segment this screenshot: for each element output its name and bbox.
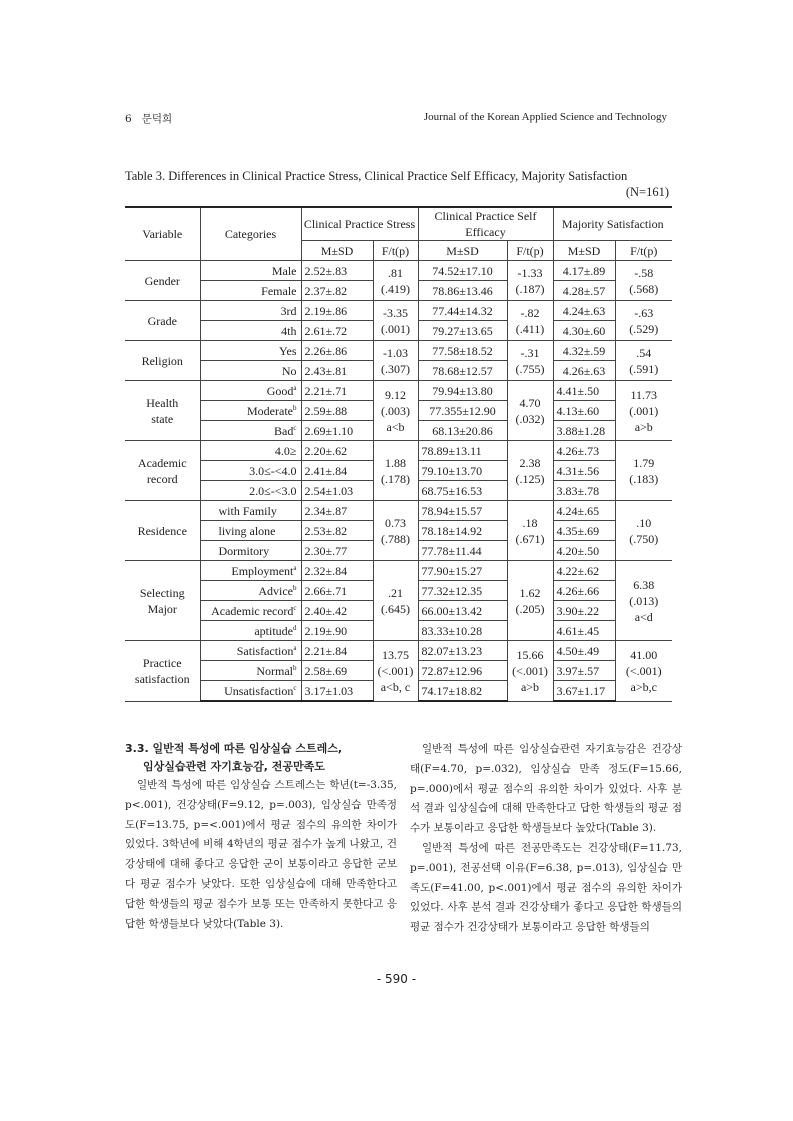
efficacy-msd: 78.89±13.11 <box>418 441 507 461</box>
variable-cell: Religion <box>125 341 200 381</box>
variable-cell: Gender <box>125 261 200 301</box>
category-cell: Good$^a$ <box>200 381 301 401</box>
category-cell: Yes <box>200 341 301 361</box>
majority-msd: 4.50±.49 <box>553 641 615 661</box>
table-row <box>125 441 672 461</box>
stress-msd: 2.52±.83 <box>301 261 373 281</box>
variable-cell: Academic record <box>125 441 200 501</box>
majority-msd: 4.28±.57 <box>553 281 615 301</box>
subheader-ft: F/t(p) <box>615 241 672 261</box>
majority-msd: 3.88±1.28 <box>553 421 615 441</box>
header-variable: Variable <box>125 207 200 261</box>
stress-stat: 1.88 (.178) <box>373 441 418 501</box>
stress-msd: 2.19±.90 <box>301 621 373 641</box>
stress-msd: 2.19±.86 <box>301 301 373 321</box>
subheader-ft: F/t(p) <box>507 241 553 261</box>
majority-msd: 4.13±.60 <box>553 401 615 421</box>
efficacy-stat: 2.38 (.125) <box>507 441 553 501</box>
body-paragraph: 일반적 특성에 따른 임상실습관련 자기효능감은 건강상태(F=4.70, p=.032), 임상실습 만족 정도(F=15.66, p=.000)에서 평균 점수의 유의한 차이가 있었다. 사후 분석 결과 임상실습에 대해 만족한다고 답한 학생들의 평균 점수가 보통이라고 응답한 학생들보다 높았다(Table 3). <box>410 743 682 835</box>
stress-stat: -3.35 (.001) <box>373 301 418 341</box>
header-majority: Majority Satisfaction <box>553 207 672 241</box>
efficacy-stat: -.31 (.755) <box>507 341 553 381</box>
stress-msd: 3.17±1.03 <box>301 681 373 702</box>
majority-msd: 4.30±.60 <box>553 321 615 341</box>
stress-msd: 2.66±.71 <box>301 581 373 601</box>
category-cell: No <box>200 361 301 381</box>
majority-msd: 3.83±.78 <box>553 481 615 501</box>
category-cell: living alone <box>200 521 301 541</box>
category-cell: Normal$^b$ <box>200 661 301 681</box>
efficacy-stat: .18 (.671) <box>507 501 553 561</box>
majority-msd: 4.26±.73 <box>553 441 615 461</box>
efficacy-msd: 78.86±13.46 <box>418 281 507 301</box>
stress-msd: 2.54±1.03 <box>301 481 373 501</box>
efficacy-msd: 77.32±12.35 <box>418 581 507 601</box>
variable-cell: Grade <box>125 301 200 341</box>
body-paragraph: 일반적 특성에 따른 전공만족도는 건강상태(F=11.73, p=.001), 전공선택 이유(F=6.38, p=.013), 임상실습 만족도(F=41.00, p<.001)에서 평균 점수의 유의한 차이가 있었다. 사후 분석 결과 건강상태가 좋다고 응답한 학생들의 평균 점수가 건강상태가 보통이라고 응답한 학생들의 <box>410 841 682 934</box>
majority-stat: .54 (.591) <box>615 341 672 381</box>
stress-msd: 2.32±.84 <box>301 561 373 581</box>
category-cell: 4th <box>200 321 301 341</box>
stress-msd: 2.41±.84 <box>301 461 373 481</box>
section-heading: 3.3. 일반적 특성에 따른 임상실습 스트레스, 임상실습관련 자기효능감, 전공만족도 <box>125 742 343 773</box>
variable-cell: Residence <box>125 501 200 561</box>
stress-msd: 2.53±.82 <box>301 521 373 541</box>
efficacy-stat: 1.62 (.205) <box>507 561 553 641</box>
efficacy-msd: 77.355±12.90 <box>418 401 507 421</box>
table-row <box>125 381 672 401</box>
efficacy-msd: 78.68±12.57 <box>418 361 507 381</box>
stress-msd: 2.30±.77 <box>301 541 373 561</box>
majority-stat: 6.38 (.013) a<d <box>615 561 672 641</box>
journal-title: Journal of the Korean Applied Science and Technology <box>423 111 667 123</box>
category-cell: Academic record$^c$ <box>200 601 301 621</box>
efficacy-msd: 77.44±14.32 <box>418 301 507 321</box>
stress-msd: 2.69±1.10 <box>301 421 373 441</box>
category-cell: Unsatisfaction$^c$ <box>200 681 301 702</box>
table-row <box>125 501 672 521</box>
efficacy-msd: 74.52±17.10 <box>418 261 507 281</box>
category-cell: Employment$^a$ <box>200 561 301 581</box>
majority-msd: 4.26±.66 <box>553 581 615 601</box>
stress-msd: 2.40±.42 <box>301 601 373 621</box>
efficacy-msd: 83.33±10.28 <box>418 621 507 641</box>
efficacy-msd: 79.94±13.80 <box>418 381 507 401</box>
efficacy-msd: 78.94±15.57 <box>418 501 507 521</box>
majority-stat: 1.79 (.183) <box>615 441 672 501</box>
efficacy-msd: 82.07±13.23 <box>418 641 507 661</box>
stress-msd: 2.34±.87 <box>301 501 373 521</box>
majority-stat: -.63 (.529) <box>615 301 672 341</box>
category-cell: Female <box>200 281 301 301</box>
subheader-msd: M±SD <box>301 241 373 261</box>
stress-stat: 9.12 (.003) a<b <box>373 381 418 441</box>
category-cell: Advice$^b$ <box>200 581 301 601</box>
subheader-msd: M±SD <box>418 241 507 261</box>
efficacy-stat: -.82 (.411) <box>507 301 553 341</box>
majority-msd: 4.22±.62 <box>553 561 615 581</box>
author-name: 문덕희 <box>141 113 173 125</box>
stress-msd: 2.43±.81 <box>301 361 373 381</box>
efficacy-msd: 79.10±13.70 <box>418 461 507 481</box>
efficacy-msd: 74.17±18.82 <box>418 681 507 702</box>
category-cell: aptitude$^d$ <box>200 621 301 641</box>
page-number-header: 6 <box>125 113 132 125</box>
stress-stat: 13.75 (<.001) a<b, c <box>373 641 418 702</box>
table-row <box>125 561 672 581</box>
stress-stat: -1.03 (.307) <box>373 341 418 381</box>
category-cell: 3rd <box>200 301 301 321</box>
stress-stat: 0.73 (.788) <box>373 501 418 561</box>
stress-msd: 2.59±.88 <box>301 401 373 421</box>
efficacy-msd: 79.27±13.65 <box>418 321 507 341</box>
body-column-left <box>125 740 397 934</box>
efficacy-msd: 77.90±15.27 <box>418 561 507 581</box>
stress-msd: 2.26±.86 <box>301 341 373 361</box>
category-cell: Male <box>200 261 301 281</box>
efficacy-msd: 68.13±20.86 <box>418 421 507 441</box>
table-row <box>125 261 672 281</box>
efficacy-msd: 66.00±13.42 <box>418 601 507 621</box>
stress-msd: 2.21±.84 <box>301 641 373 661</box>
majority-msd: 4.24±.63 <box>553 301 615 321</box>
table-row <box>125 301 672 321</box>
efficacy-msd: 72.87±12.96 <box>418 661 507 681</box>
majority-msd: 4.41±.50 <box>553 381 615 401</box>
efficacy-msd: 77.78±11.44 <box>418 541 507 561</box>
efficacy-msd: 77.58±18.52 <box>418 341 507 361</box>
majority-msd: 4.35±.69 <box>553 521 615 541</box>
table-caption <box>125 168 669 200</box>
majority-stat: 41.00 (<.001) a>b,c <box>615 641 672 702</box>
majority-msd: 4.17±.89 <box>553 261 615 281</box>
body-column-right <box>410 740 682 938</box>
category-cell: 3.0≤-<4.0 <box>200 461 301 481</box>
majority-msd: 3.67±1.17 <box>553 681 615 702</box>
majority-msd: 4.24±.65 <box>553 501 615 521</box>
stress-msd: 2.37±.82 <box>301 281 373 301</box>
stress-msd: 2.61±.72 <box>301 321 373 341</box>
stress-stat: .81 (.419) <box>373 261 418 301</box>
majority-msd: 4.26±.63 <box>553 361 615 381</box>
majority-stat: .10 (.750) <box>615 501 672 561</box>
variable-cell: Practice satisfaction <box>125 641 200 702</box>
efficacy-msd: 78.18±14.92 <box>418 521 507 541</box>
caption-text: Table 3. Differences in Clinical Practice Stress, Clinical Practice Self Efficacy, Majority Satisfaction <box>125 169 628 183</box>
page-number-footer: - 590 - <box>376 972 417 986</box>
subheader-msd: M±SD <box>553 241 615 261</box>
results-table <box>125 206 672 702</box>
majority-msd: 4.20±.50 <box>553 541 615 561</box>
efficacy-stat: 4.70 (.032) <box>507 381 553 441</box>
variable-cell: Selecting Major <box>125 561 200 641</box>
majority-msd: 3.90±.22 <box>553 601 615 621</box>
category-cell: Bad$^c$ <box>200 421 301 441</box>
variable-cell: Health state <box>125 381 200 441</box>
majority-msd: 4.61±.45 <box>553 621 615 641</box>
category-cell: Dormitory <box>200 541 301 561</box>
category-cell: 2.0≤-<3.0 <box>200 481 301 501</box>
majority-msd: 3.97±.57 <box>553 661 615 681</box>
stress-stat: .21 (.645) <box>373 561 418 641</box>
subheader-ft: F/t(p) <box>373 241 418 261</box>
category-cell: Moderate$^b$ <box>200 401 301 421</box>
header-categories: Categories <box>200 207 301 261</box>
body-paragraph: 일반적 특성에 따른 임상실습 스트레스는 학년(t=-3.35, p<.001), 건강상태(F=9.12, p=.003), 임상실습 만족정도(F=13.75, p=<.001)에서 평균 점수의 유의한 차이가 있었다. 3학년에 비해 4학년의 평균 점수가 높게 나왔고, 건강상태에 대해 좋다고 응답한 군이 보통이라고 응답한 군보다 평균 점수가 낮았다. 또한 임상실습에 대해 만족한다고 답한 학생들의 평균 점수가 보통 또는 만족하지 못한다고 응답한 학생들보다 낮았다(Table 3). <box>125 779 397 930</box>
stress-msd: 2.21±.71 <box>301 381 373 401</box>
efficacy-msd: 68.75±16.53 <box>418 481 507 501</box>
majority-msd: 4.31±.56 <box>553 461 615 481</box>
table-row <box>125 341 672 361</box>
efficacy-stat: -1.33 (.187) <box>507 261 553 301</box>
efficacy-stat: 15.66 (<.001) a>b <box>507 641 553 702</box>
category-cell: 4.0≥ <box>200 441 301 461</box>
sample-size: (N=161) <box>625 185 669 199</box>
category-cell: Satisfaction$^a$ <box>200 641 301 661</box>
majority-msd: 4.32±.59 <box>553 341 615 361</box>
majority-stat: -.58 (.568) <box>615 261 672 301</box>
running-header-left <box>125 111 172 126</box>
stress-msd: 2.20±.62 <box>301 441 373 461</box>
stress-msd: 2.58±.69 <box>301 661 373 681</box>
header-stress: Clinical Practice Stress <box>301 207 418 241</box>
majority-stat: 11.73 (.001) a>b <box>615 381 672 441</box>
category-cell: with Family <box>200 501 301 521</box>
header-efficacy: Clinical Practice Self Efficacy <box>418 207 553 241</box>
table-row <box>125 641 672 661</box>
